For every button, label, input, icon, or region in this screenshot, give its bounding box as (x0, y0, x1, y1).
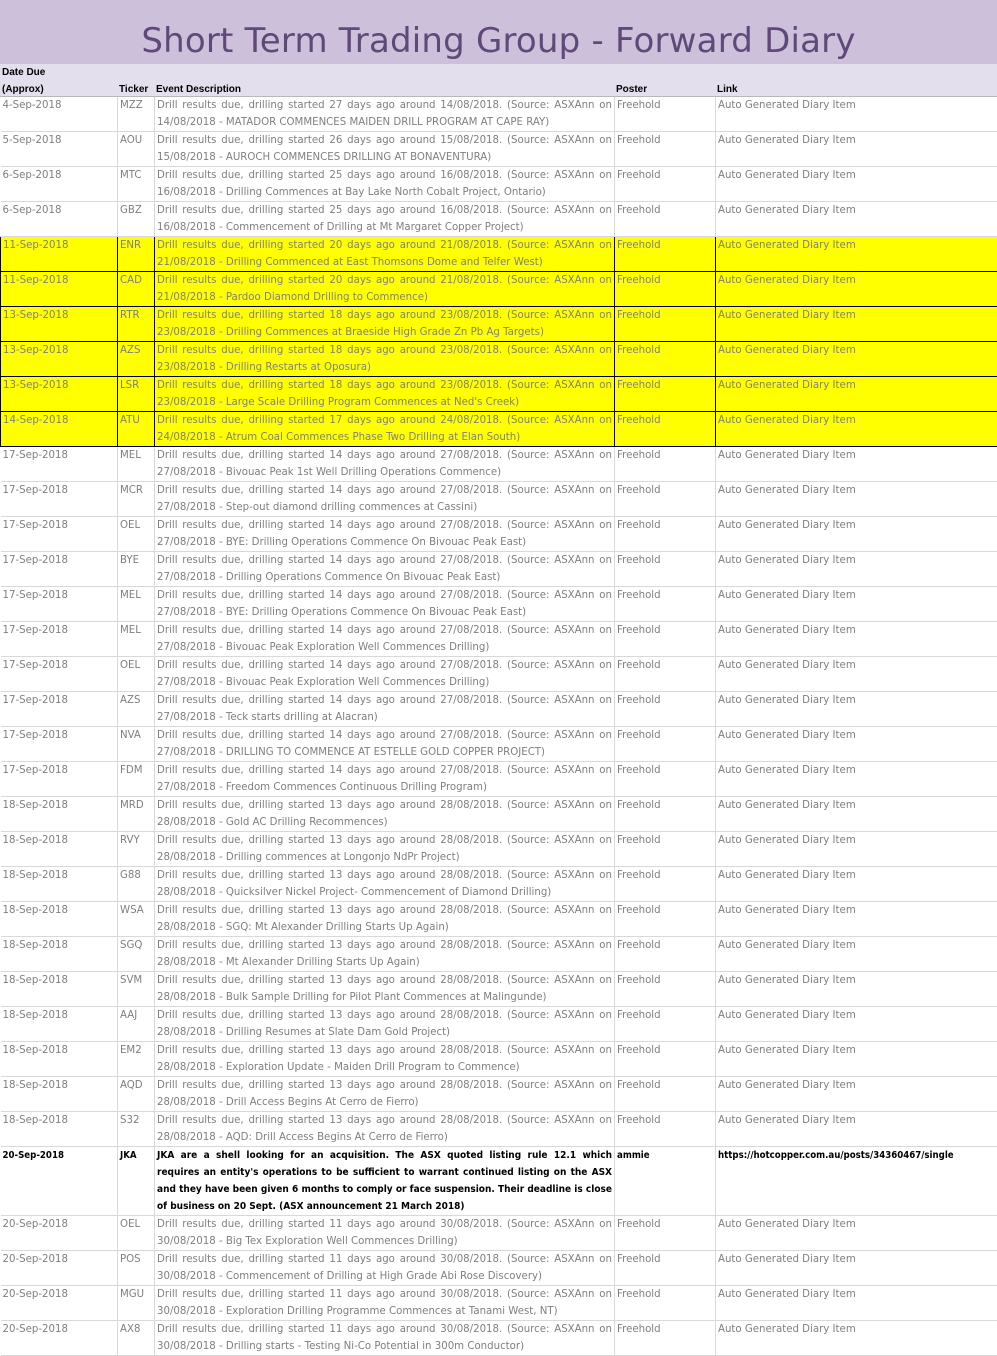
link-cell: Auto Generated Diary Item (716, 727, 997, 762)
poster-cell: Freehold (615, 727, 716, 762)
link-cell: Auto Generated Diary Item (716, 937, 997, 972)
link-cell: Auto Generated Diary Item (716, 1251, 997, 1286)
date-cell: 18-Sep-2018 (1, 832, 118, 867)
event-description-cell: Drill results due, drilling started 25 days ago around 16/08/2018. (Source: ASXAnn on 16/08/2018 - Commencement of Drilling at Mt Margaret Copper Project) (155, 202, 615, 237)
header-link: Link (717, 81, 738, 98)
date-cell: 20-Sep-2018 (1, 1286, 118, 1321)
table-row (1, 657, 997, 692)
ticker-cell: RVY (118, 832, 155, 867)
link-cell: Auto Generated Diary Item (716, 237, 997, 272)
date-cell: 20-Sep-2018 (1, 1216, 118, 1251)
poster-cell: Freehold (615, 482, 716, 517)
poster-cell: Freehold (615, 762, 716, 797)
ticker-cell: SGQ (118, 937, 155, 972)
table-row (1, 482, 997, 517)
poster-cell: Freehold (615, 1251, 716, 1286)
table-row (1, 1077, 997, 1112)
link-cell: Auto Generated Diary Item (716, 692, 997, 727)
table-row (1, 867, 997, 902)
event-description-cell: Drill results due, drilling started 14 days ago around 27/08/2018. (Source: ASXAnn on 27/08/2018 - Teck starts drilling at Alacran) (155, 692, 615, 727)
table-row (1, 237, 997, 272)
link-cell: Auto Generated Diary Item (716, 972, 997, 1007)
table-row (1, 1321, 997, 1356)
event-description-cell: Drill results due, drilling started 11 days ago around 30/08/2018. (Source: ASXAnn on 30/08/2018 - Commencement of Drilling at High Grade Abi Rose Discovery) (155, 1251, 615, 1286)
ticker-cell: MCR (118, 482, 155, 517)
table-row (1, 832, 997, 867)
table-row (1, 1007, 997, 1042)
poster-cell: Freehold (615, 517, 716, 552)
table-row (1, 307, 997, 342)
date-cell: 17-Sep-2018 (1, 552, 118, 587)
ticker-cell: LSR (118, 377, 155, 412)
poster-cell: Freehold (615, 377, 716, 412)
header-event-description: Event Description (156, 81, 241, 98)
link-cell: Auto Generated Diary Item (716, 797, 997, 832)
date-cell: 17-Sep-2018 (1, 517, 118, 552)
table-row (1, 1112, 997, 1147)
link-cell: Auto Generated Diary Item (716, 1007, 997, 1042)
event-description-cell: Drill results due, drilling started 20 days ago around 21/08/2018. (Source: ASXAnn on 21/08/2018 - Pardoo Diamond Drilling to Commence) (155, 272, 615, 307)
poster-cell: Freehold (615, 692, 716, 727)
poster-cell: Freehold (615, 307, 716, 342)
ticker-cell: SVM (118, 972, 155, 1007)
date-cell: 17-Sep-2018 (1, 622, 118, 657)
table-row (1, 272, 997, 307)
poster-cell: Freehold (615, 167, 716, 202)
date-cell: 20-Sep-2018 (1, 1321, 118, 1356)
ticker-cell: S32 (118, 1112, 155, 1147)
link-cell: Auto Generated Diary Item (716, 412, 997, 447)
link-cell: Auto Generated Diary Item (716, 622, 997, 657)
poster-cell: Freehold (615, 202, 716, 237)
event-description-cell: Drill results due, drilling started 14 days ago around 27/08/2018. (Source: ASXAnn on 27/08/2018 - Drilling Operations Commence On Bivouac Peak East) (155, 552, 615, 587)
date-cell: 18-Sep-2018 (1, 937, 118, 972)
event-description-cell: Drill results due, drilling started 13 days ago around 28/08/2018. (Source: ASXAnn on 28/08/2018 - Drilling commences at Longonjo NdPr Project) (155, 832, 615, 867)
column-header-band (0, 64, 997, 97)
poster-cell: Freehold (615, 412, 716, 447)
link-cell: Auto Generated Diary Item (716, 657, 997, 692)
date-cell: 20-Sep-2018 (1, 1251, 118, 1286)
date-cell: 18-Sep-2018 (1, 1112, 118, 1147)
ticker-cell: MEL (118, 587, 155, 622)
link-cell: Auto Generated Diary Item (716, 1112, 997, 1147)
ticker-cell: MRD (118, 797, 155, 832)
ticker-cell: GBZ (118, 202, 155, 237)
ticker-cell: JKA (118, 1147, 155, 1216)
date-cell: 17-Sep-2018 (1, 482, 118, 517)
table-row (1, 1042, 997, 1077)
date-cell: 18-Sep-2018 (1, 867, 118, 902)
table-row (1, 587, 997, 622)
header-ticker: Ticker (119, 81, 148, 98)
poster-cell: Freehold (615, 622, 716, 657)
link-cell: Auto Generated Diary Item (716, 1286, 997, 1321)
table-row (1, 972, 997, 1007)
link-cell: Auto Generated Diary Item (716, 1321, 997, 1356)
date-cell: 17-Sep-2018 (1, 447, 118, 482)
link-cell: Auto Generated Diary Item (716, 482, 997, 517)
event-description-cell: Drill results due, drilling started 20 days ago around 21/08/2018. (Source: ASXAnn on 21/08/2018 - Drilling Commenced at East Thomsons Dome and Telfer West) (155, 237, 615, 272)
ticker-cell: OEL (118, 657, 155, 692)
link-cell: Auto Generated Diary Item (716, 587, 997, 622)
header-date-line2: (Approx) (2, 81, 44, 98)
event-description-cell: Drill results due, drilling started 17 days ago around 24/08/2018. (Source: ASXAnn on 24/08/2018 - Atrum Coal Commences Phase Two Drilling at Elan South) (155, 412, 615, 447)
table-row (1, 727, 997, 762)
header-poster: Poster (616, 81, 647, 98)
date-cell: 20-Sep-2018 (1, 1147, 118, 1216)
poster-cell: Freehold (615, 972, 716, 1007)
ticker-cell: MEL (118, 447, 155, 482)
poster-cell: Freehold (615, 97, 716, 132)
link-cell: Auto Generated Diary Item (716, 447, 997, 482)
table-row (1, 552, 997, 587)
poster-cell: Freehold (615, 1216, 716, 1251)
event-description-cell: Drill results due, drilling started 13 days ago around 28/08/2018. (Source: ASXAnn on 28/08/2018 - Drilling Resumes at Slate Dam Gold Project) (155, 1007, 615, 1042)
event-description-cell: Drill results due, drilling started 13 days ago around 28/08/2018. (Source: ASXAnn on 28/08/2018 - Gold AC Drilling Recommences) (155, 797, 615, 832)
poster-cell: Freehold (615, 797, 716, 832)
date-cell: 17-Sep-2018 (1, 657, 118, 692)
event-description-cell: Drill results due, drilling started 25 days ago around 16/08/2018. (Source: ASXAnn on 16/08/2018 - Drilling Commences at Bay Lake North Cobalt Project, Ontario) (155, 167, 615, 202)
ticker-cell: ATU (118, 412, 155, 447)
date-cell: 5-Sep-2018 (1, 132, 118, 167)
ticker-cell: POS (118, 1251, 155, 1286)
poster-cell: Freehold (615, 552, 716, 587)
poster-cell: Freehold (615, 237, 716, 272)
link-cell: Auto Generated Diary Item (716, 97, 997, 132)
poster-cell: Freehold (615, 132, 716, 167)
event-description-cell: Drill results due, drilling started 14 days ago around 27/08/2018. (Source: ASXAnn on 27/08/2018 - BYE: Drilling Operations Commence On Bivouac Peak East) (155, 517, 615, 552)
event-description-cell: Drill results due, drilling started 11 days ago around 30/08/2018. (Source: ASXAnn on 30/08/2018 - Exploration Drilling Programme Commences at Tanami West, NT) (155, 1286, 615, 1321)
event-description-cell: Drill results due, drilling started 13 days ago around 28/08/2018. (Source: ASXAnn on 28/08/2018 - Drill Access Begins At Cerro de Fierro) (155, 1077, 615, 1112)
ticker-cell: CAD (118, 272, 155, 307)
table-row (1, 202, 997, 237)
table-row (1, 937, 997, 972)
date-cell: 13-Sep-2018 (1, 342, 118, 377)
link-cell: Auto Generated Diary Item (716, 167, 997, 202)
date-cell: 14-Sep-2018 (1, 412, 118, 447)
table-row (1, 342, 997, 377)
link-cell: Auto Generated Diary Item (716, 517, 997, 552)
event-description-cell: Drill results due, drilling started 13 days ago around 28/08/2018. (Source: ASXAnn on 28/08/2018 - SGQ: Mt Alexander Drilling Starts Up Again) (155, 902, 615, 937)
link-cell: Auto Generated Diary Item (716, 832, 997, 867)
table-row (1, 902, 997, 937)
diary-table (0, 97, 997, 1356)
table-row (1, 412, 997, 447)
header-date-line1: Date Due (2, 64, 45, 81)
ticker-cell: AZS (118, 692, 155, 727)
table-row (1, 517, 997, 552)
date-cell: 18-Sep-2018 (1, 1007, 118, 1042)
date-cell: 6-Sep-2018 (1, 202, 118, 237)
event-description-cell: Drill results due, drilling started 13 days ago around 28/08/2018. (Source: ASXAnn on 28/08/2018 - Exploration Update - Maiden Drill Program to Commence) (155, 1042, 615, 1077)
poster-cell: Freehold (615, 1286, 716, 1321)
ticker-cell: NVA (118, 727, 155, 762)
ticker-cell: AQD (118, 1077, 155, 1112)
table-row (1, 447, 997, 482)
poster-cell: Freehold (615, 1321, 716, 1356)
table-row (1, 1286, 997, 1321)
table-row (1, 622, 997, 657)
ticker-cell: FDM (118, 762, 155, 797)
table-row (1, 377, 997, 412)
event-description-cell: Drill results due, drilling started 13 days ago around 28/08/2018. (Source: ASXAnn on 28/08/2018 - Mt Alexander Drilling Starts Up Again) (155, 937, 615, 972)
table-row (1, 797, 997, 832)
table-row (1, 167, 997, 202)
date-cell: 18-Sep-2018 (1, 972, 118, 1007)
ticker-cell: AZS (118, 342, 155, 377)
date-cell: 6-Sep-2018 (1, 167, 118, 202)
ticker-cell: MTC (118, 167, 155, 202)
date-cell: 11-Sep-2018 (1, 272, 118, 307)
poster-cell: Freehold (615, 1042, 716, 1077)
date-cell: 13-Sep-2018 (1, 377, 118, 412)
event-description-cell: Drill results due, drilling started 11 days ago around 30/08/2018. (Source: ASXAnn on 30/08/2018 - Big Tex Exploration Well Commences Drilling) (155, 1216, 615, 1251)
diary-body (1, 97, 997, 1356)
link-cell: Auto Generated Diary Item (716, 272, 997, 307)
link-cell: Auto Generated Diary Item (716, 342, 997, 377)
poster-cell: Freehold (615, 447, 716, 482)
ticker-cell: AX8 (118, 1321, 155, 1356)
poster-cell: Freehold (615, 902, 716, 937)
link-cell: Auto Generated Diary Item (716, 552, 997, 587)
event-description-cell: Drill results due, drilling started 14 days ago around 27/08/2018. (Source: ASXAnn on 27/08/2018 - Bivouac Peak Exploration Well Commences Drilling) (155, 622, 615, 657)
date-cell: 18-Sep-2018 (1, 1077, 118, 1112)
poster-cell: Freehold (615, 937, 716, 972)
event-description-cell: Drill results due, drilling started 14 days ago around 27/08/2018. (Source: ASXAnn on 27/08/2018 - Bivouac Peak Exploration Well Commences Drilling) (155, 657, 615, 692)
table-row (1, 762, 997, 797)
ticker-cell: ENR (118, 237, 155, 272)
link-cell: Auto Generated Diary Item (716, 902, 997, 937)
event-description-cell: Drill results due, drilling started 13 days ago around 28/08/2018. (Source: ASXAnn on 28/08/2018 - Bulk Sample Drilling for Pilot Plant Commences at Malingunde) (155, 972, 615, 1007)
date-cell: 18-Sep-2018 (1, 902, 118, 937)
link-cell: https://hotcopper.com.au/posts/34360467/single (716, 1147, 997, 1216)
poster-cell: ammie (615, 1147, 716, 1216)
date-cell: 17-Sep-2018 (1, 587, 118, 622)
ticker-cell: OEL (118, 1216, 155, 1251)
date-cell: 17-Sep-2018 (1, 762, 118, 797)
poster-cell: Freehold (615, 867, 716, 902)
table-row (1, 97, 997, 132)
ticker-cell: RTR (118, 307, 155, 342)
table-row (1, 1147, 997, 1216)
date-cell: 18-Sep-2018 (1, 797, 118, 832)
page-title: Short Term Trading Group - Forward Diary (0, 0, 997, 64)
link-cell: Auto Generated Diary Item (716, 1216, 997, 1251)
poster-cell: Freehold (615, 342, 716, 377)
date-cell: 17-Sep-2018 (1, 692, 118, 727)
event-description-cell: Drill results due, drilling started 18 days ago around 23/08/2018. (Source: ASXAnn on 23/08/2018 - Large Scale Drilling Program Commences at Ned's Creek) (155, 377, 615, 412)
table-row (1, 132, 997, 167)
date-cell: 18-Sep-2018 (1, 1042, 118, 1077)
poster-cell: Freehold (615, 1112, 716, 1147)
poster-cell: Freehold (615, 1077, 716, 1112)
event-description-cell: Drill results due, drilling started 18 days ago around 23/08/2018. (Source: ASXAnn on 23/08/2018 - Drilling Commences at Braeside High Grade Zn Pb Ag Targets) (155, 307, 615, 342)
ticker-cell: AOU (118, 132, 155, 167)
link-cell: Auto Generated Diary Item (716, 1042, 997, 1077)
table-row (1, 692, 997, 727)
table-row (1, 1216, 997, 1251)
link-cell: Auto Generated Diary Item (716, 132, 997, 167)
table-row (1, 1251, 997, 1286)
date-cell: 4-Sep-2018 (1, 97, 118, 132)
event-description-cell: Drill results due, drilling started 13 days ago around 28/08/2018. (Source: ASXAnn on 28/08/2018 - Quicksilver Nickel Project- Commencement of Diamond Drilling) (155, 867, 615, 902)
poster-cell: Freehold (615, 657, 716, 692)
ticker-cell: BYE (118, 552, 155, 587)
poster-cell: Freehold (615, 1007, 716, 1042)
link-cell: Auto Generated Diary Item (716, 867, 997, 902)
ticker-cell: MZZ (118, 97, 155, 132)
ticker-cell: G88 (118, 867, 155, 902)
ticker-cell: AAJ (118, 1007, 155, 1042)
event-description-cell: Drill results due, drilling started 14 days ago around 27/08/2018. (Source: ASXAnn on 27/08/2018 - DRILLING TO COMMENCE AT ESTELLE GOLD COPPER PROJECT) (155, 727, 615, 762)
event-description-cell: JKA are a shell looking for an acquisition. The ASX quoted listing rule 12.1 which requires an entity's operations to be sufficient to warrant continued listing on the ASX and they have been given 6 months to comply or face suspension. Their deadline is close of business on 20 Sept. (ASX announcement 21 March 2018) (155, 1147, 615, 1216)
event-description-cell: Drill results due, drilling started 14 days ago around 27/08/2018. (Source: ASXAnn on 27/08/2018 - Freedom Commences Continuous Drilling Program) (155, 762, 615, 797)
event-description-cell: Drill results due, drilling started 27 days ago around 14/08/2018. (Source: ASXAnn on 14/08/2018 - MATADOR COMMENCES MAIDEN DRILL PROGRAM AT CAPE RAY) (155, 97, 615, 132)
event-description-cell: Drill results due, drilling started 18 days ago around 23/08/2018. (Source: ASXAnn on 23/08/2018 - Drilling Restarts at Oposura) (155, 342, 615, 377)
date-cell: 13-Sep-2018 (1, 307, 118, 342)
ticker-cell: MGU (118, 1286, 155, 1321)
event-description-cell: Drill results due, drilling started 26 days ago around 15/08/2018. (Source: ASXAnn on 15/08/2018 - AUROCH COMMENCES DRILLING AT BONAVENTURA) (155, 132, 615, 167)
ticker-cell: EM2 (118, 1042, 155, 1077)
link-cell: Auto Generated Diary Item (716, 307, 997, 342)
date-cell: 11-Sep-2018 (1, 237, 118, 272)
poster-cell: Freehold (615, 272, 716, 307)
date-cell: 17-Sep-2018 (1, 727, 118, 762)
link-cell: Auto Generated Diary Item (716, 202, 997, 237)
event-description-cell: Drill results due, drilling started 13 days ago around 28/08/2018. (Source: ASXAnn on 28/08/2018 - AQD: Drill Access Begins At Cerro de Fierro) (155, 1112, 615, 1147)
link-cell: Auto Generated Diary Item (716, 377, 997, 412)
event-description-cell: Drill results due, drilling started 11 days ago around 30/08/2018. (Source: ASXAnn on 30/08/2018 - Drilling starts - Testing Ni-Co Potential in 300m Conductor) (155, 1321, 615, 1356)
ticker-cell: WSA (118, 902, 155, 937)
event-description-cell: Drill results due, drilling started 14 days ago around 27/08/2018. (Source: ASXAnn on 27/08/2018 - Bivouac Peak 1st Well Drilling Operations Commence) (155, 447, 615, 482)
poster-cell: Freehold (615, 832, 716, 867)
link-cell: Auto Generated Diary Item (716, 1077, 997, 1112)
link-cell: Auto Generated Diary Item (716, 762, 997, 797)
ticker-cell: MEL (118, 622, 155, 657)
ticker-cell: OEL (118, 517, 155, 552)
poster-cell: Freehold (615, 587, 716, 622)
event-description-cell: Drill results due, drilling started 14 days ago around 27/08/2018. (Source: ASXAnn on 27/08/2018 - BYE: Drilling Operations Commence On Bivouac Peak East) (155, 587, 615, 622)
event-description-cell: Drill results due, drilling started 14 days ago around 27/08/2018. (Source: ASXAnn on 27/08/2018 - Step-out diamond drilling commences at Cassini) (155, 482, 615, 517)
